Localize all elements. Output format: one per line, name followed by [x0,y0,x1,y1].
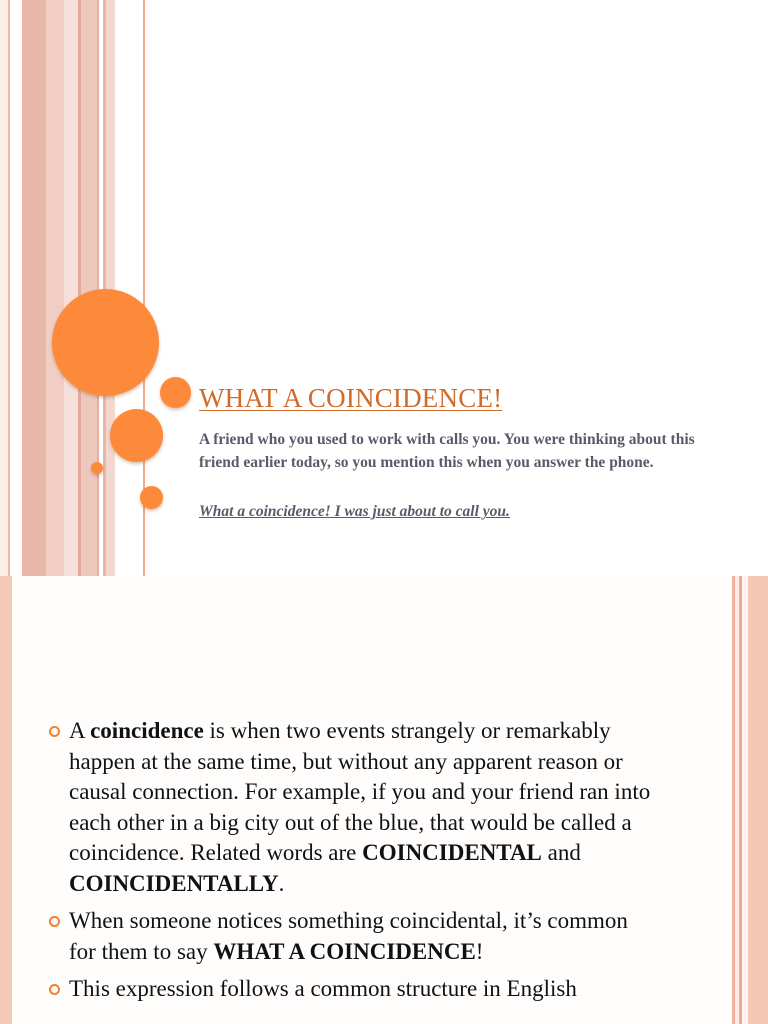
example-sentence: What a coincidence! I was just about to call you. [199,503,510,520]
bullet-item [47,974,657,1005]
slide-title-heading: WHAT A COINCIDENCE! [199,383,503,413]
bullet-text: A [69,718,91,743]
bold-term: WHAT A COINCIDENCE [213,938,476,964]
large-orange-circle [52,289,159,396]
bullet-item [47,716,657,899]
bullet-text: and [541,840,581,865]
decorative-stripes-left [0,0,150,576]
bullet-text: ! [475,938,484,964]
scenario-text: A friend who you used to work with calls you. You were thinking about this friend earlier today, so you mention this when you answer the phone. [199,431,695,471]
ring-bullet-icon [49,726,60,737]
slide-content [0,576,768,1024]
small-orange-circle-lower [140,486,163,509]
decorative-stripes-right [732,576,768,1024]
ring-bullet-icon [49,916,60,927]
bullet-text: . [278,870,285,896]
bullet-item [47,906,657,967]
ring-bullet-icon [49,984,60,995]
medium-orange-circle [110,409,163,462]
bullet-text: When someone notices something coincidental, it’s common for them to say [69,908,628,964]
bullet-text: This expression follows a common structure in English [69,976,577,1001]
bold-term: COINCIDENTAL [362,840,542,865]
decorative-stripe-left [0,576,12,1024]
tiny-orange-circle [91,462,103,474]
bullet-list [47,716,657,1012]
bullet-text: is when two events strangely or remarkably happen at the same time, but without any apparent reason or causal connection. For example, if you and your friend ran into each other in a big city out of the blue, that would be called a coincidence. Related words are [69,718,651,865]
small-orange-circle [160,377,191,408]
bold-term: coincidence [90,718,204,743]
bold-term: COINCIDENTALLY [69,870,279,896]
